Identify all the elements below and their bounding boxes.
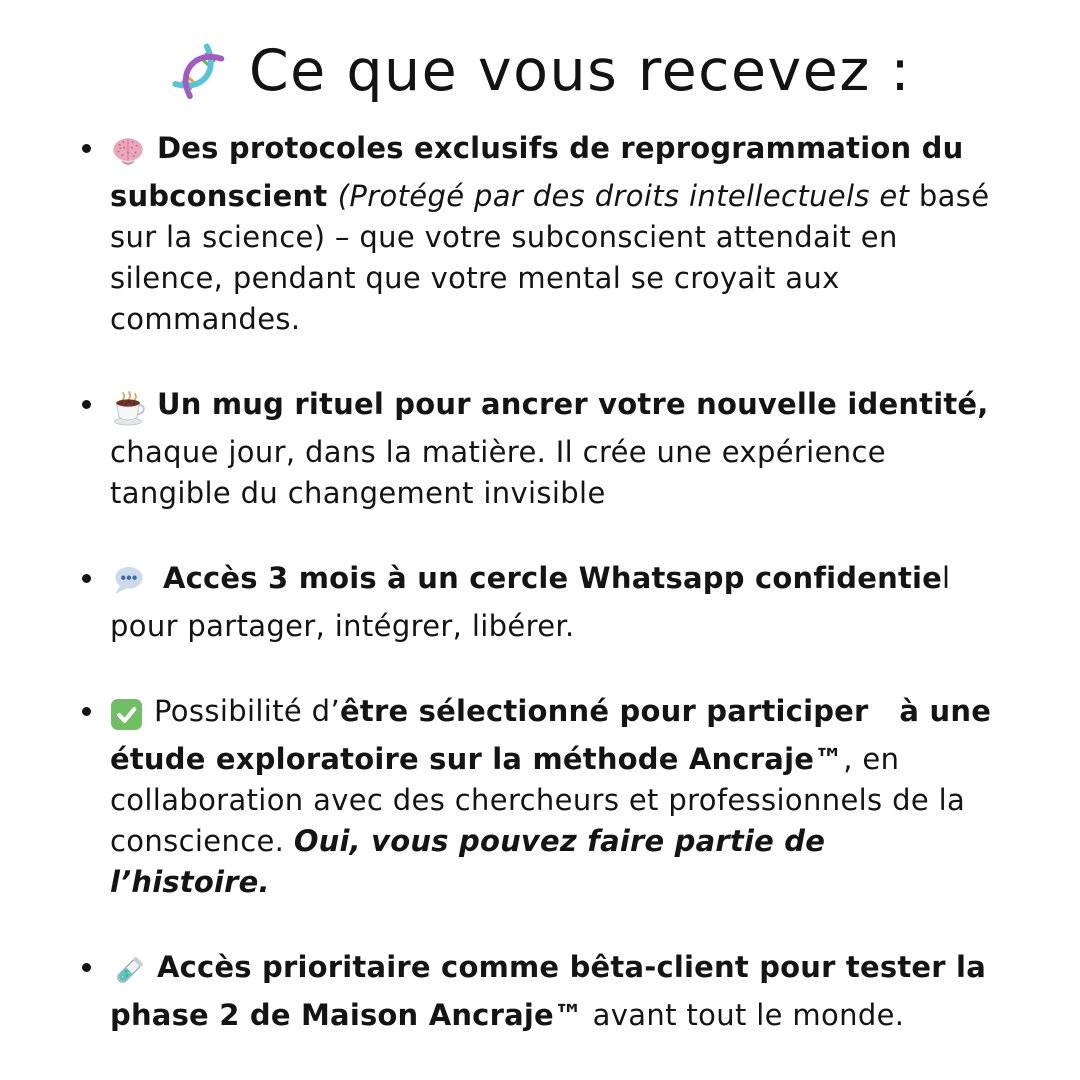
page-title-text: Ce que vous recevez :	[248, 38, 912, 104]
benefit-text-segment: Oui, vous pouvez faire partie de l’histoire.	[110, 824, 826, 899]
dna-icon	[169, 42, 227, 100]
list-item-beta	[80, 947, 992, 1036]
benefit-text-segment: avant tout le monde.	[583, 998, 905, 1032]
benefit-text-segment: (Protégé par des droits intellectuels et	[337, 179, 910, 213]
brain-icon	[110, 135, 146, 176]
list-item-protocols	[80, 128, 992, 340]
benefit-text-segment: Des protocoles exclusifs de reprogrammation du subconscient	[110, 131, 964, 213]
benefit-text-segment: , en collaboration avec des chercheurs et professionnels de la conscience.	[110, 742, 966, 858]
benefit-text-segment: Possibilité d’	[154, 694, 341, 728]
coffee-icon	[110, 391, 146, 432]
benefit-text-segment: basé sur la science) – que votre subconscient attendait en silence, pendant que votre mental se croyait aux commandes.	[110, 179, 990, 336]
benefit-text-segment: être sélectionné pour participer à une étude exploratoire sur la méthode Ancraje™	[110, 694, 992, 776]
benefit-text-segment: Un mug rituel pour ancrer votre nouvelle identité,	[157, 387, 989, 421]
test-tube-icon	[110, 954, 146, 995]
benefit-text-segment: Accès prioritaire comme bêta-client pour tester la phase 2 de Maison Ancraje™	[110, 950, 986, 1032]
check-mark-icon	[110, 698, 143, 739]
benefit-text-segment: Accès 3 mois à un cercle Whatsapp confidentie	[163, 561, 943, 595]
benefit-text-segment: l pour partager, intégrer, libérer.	[110, 561, 951, 643]
page-title	[0, 0, 1080, 104]
list-item-whatsapp	[80, 558, 992, 647]
benefit-text-segment: chaque jour, dans la matière. Il crée une expérience tangible du changement invisible	[110, 435, 886, 510]
speech-balloon-icon	[110, 565, 146, 606]
list-item-study	[80, 691, 992, 903]
list-item-mug	[80, 384, 992, 514]
benefits-list	[80, 128, 992, 1036]
